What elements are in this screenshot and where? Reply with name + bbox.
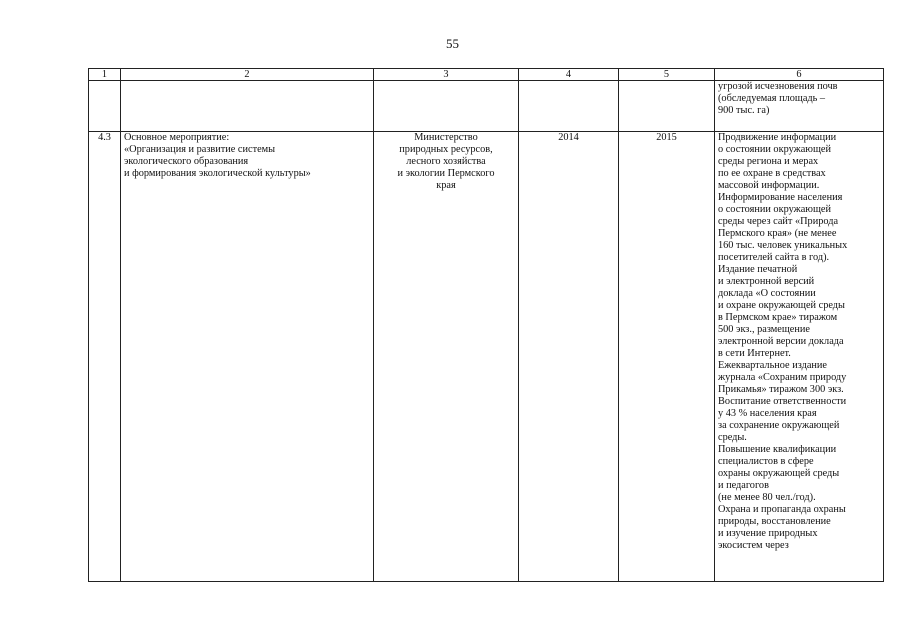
continuation-end-cell <box>619 81 715 132</box>
executor-text: Министерство природных ресурсов, лесного хозяйства и экологии Пермского края <box>397 132 495 191</box>
continuation-result-cell <box>715 81 884 132</box>
column-header-4: 4 <box>519 69 619 81</box>
start-year: 2014 <box>558 132 579 143</box>
column-header-6: 6 <box>715 69 884 81</box>
continuation-name-cell <box>121 81 374 132</box>
end-year-cell <box>619 132 715 582</box>
expected-result-cell <box>715 132 884 582</box>
expected-result-text: Продвижение информации о состоянии окружающей среды региона и мерах по ее охране в средствах массовой информации. Информирование населения о состоянии окружающей среды через сайт «Природа Пермского края» (не менее 160 тыс. человек уникальных посетителей сайта в год). Издание печатной и электронной версий доклада «О состоянии и охране окружающей среды в Пермском крае» тиражом 500 экз., размещение электронной версии доклада в сети Интернет. Ежеквартальное издание журнала «Сохраним природу Прикамья» тиражом 300 экз. Воспитание ответственности у 43 % населения края за сохранение окружающей среды. Повышение квалификации специалистов в сфере охраны окружающей среды и педагогов (не менее 80 чел./год). Охрана и пропаганда охраны природы, восстановление и изучение природных экосистем через <box>718 132 848 551</box>
activity-name-cell <box>121 132 374 582</box>
column-header-5: 5 <box>619 69 715 81</box>
table-row-4-3 <box>89 132 884 582</box>
continuation-result-text: угрозой исчезновения почв (обследуемая площадь – 900 тыс. га) <box>718 81 838 116</box>
program-table <box>88 68 884 582</box>
row-number-cell <box>89 132 121 582</box>
activity-name: Основное мероприятие: «Организация и развитие системы экологического образования и формирования экологической культуры» <box>124 132 311 179</box>
row-number: 4.3 <box>98 132 111 143</box>
column-number-header-row <box>89 69 884 81</box>
continuation-num-cell <box>89 81 121 132</box>
continuation-row <box>89 81 884 132</box>
column-header-2: 2 <box>121 69 374 81</box>
page-number: 55 <box>446 36 459 51</box>
start-year-cell <box>519 132 619 582</box>
column-header-1: 1 <box>89 69 121 81</box>
executor-cell <box>374 132 519 582</box>
continuation-start-cell <box>519 81 619 132</box>
column-header-3: 3 <box>374 69 519 81</box>
continuation-executor-cell <box>374 81 519 132</box>
end-year: 2015 <box>656 132 677 143</box>
